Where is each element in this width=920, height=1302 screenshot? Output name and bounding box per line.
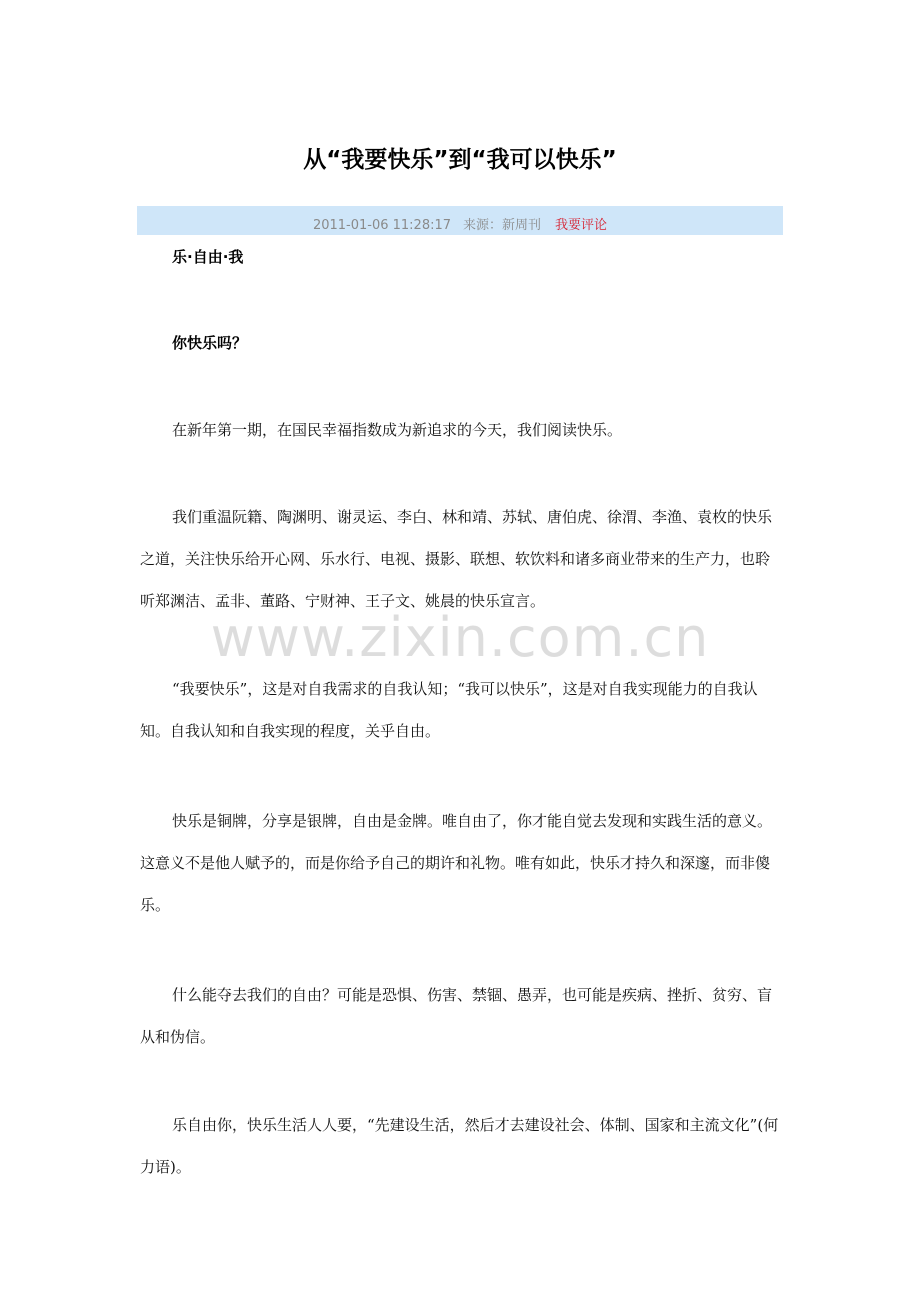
paragraph-3: “我要快乐”，这是对自我需求的自我认知；“我可以快乐”，这是对自我实现能力的自我认知。自我认知和自我实现的程度，关乎自由。: [140, 680, 758, 740]
article-source: 来源：新周刊: [463, 218, 542, 233]
section-heading: 乐·自由·我: [172, 248, 244, 266]
paragraph-2: 我们重温阮籍、陶渊明、谢灵运、李白、林和靖、苏轼、唐伯虎、徐渭、李渔、袁枚的快乐之道，关注快乐给开心网、乐水行、电视、摄影、联想、软饮料和诸多商业带来的生产力，也聆听郑渊洁、孟非、董路、宁财神、王子文、姚晨的快乐宣言。: [140, 508, 773, 610]
publish-datetime: 2011-01-06 11:28:17: [312, 218, 452, 233]
comment-link[interactable]: 我要评论: [555, 218, 608, 233]
paragraph-5: 什么能夺去我们的自由？可能是恐惧、伤害、禁锢、愚弄，也可能是疾病、挫折、贫穷、盲从和伪信。: [140, 986, 773, 1046]
paragraph-6: 乐自由你，快乐生活人人要，“先建设生活，然后才去建设社会、体制、国家和主流文化”(何力语)。: [140, 1116, 779, 1176]
watermark: www.zixin.com.cn: [210, 606, 710, 669]
article-meta-bar: [137, 206, 783, 235]
article-title: 从“我要快乐”到“我可以快乐”: [303, 147, 617, 173]
paragraph-4: 快乐是铜牌，分享是银牌，自由是金牌。唯自由了，你才能自觉去发现和实践生活的意义。这意义不是他人赋予的，而是你给予自己的期许和礼物。唯有如此，快乐才持久和深邃，而非傻乐。: [140, 812, 773, 914]
question-heading: 你快乐吗？: [172, 334, 248, 352]
paragraph-1: 在新年第一期，在国民幸福指数成为新追求的今天，我们阅读快乐。: [172, 421, 623, 439]
